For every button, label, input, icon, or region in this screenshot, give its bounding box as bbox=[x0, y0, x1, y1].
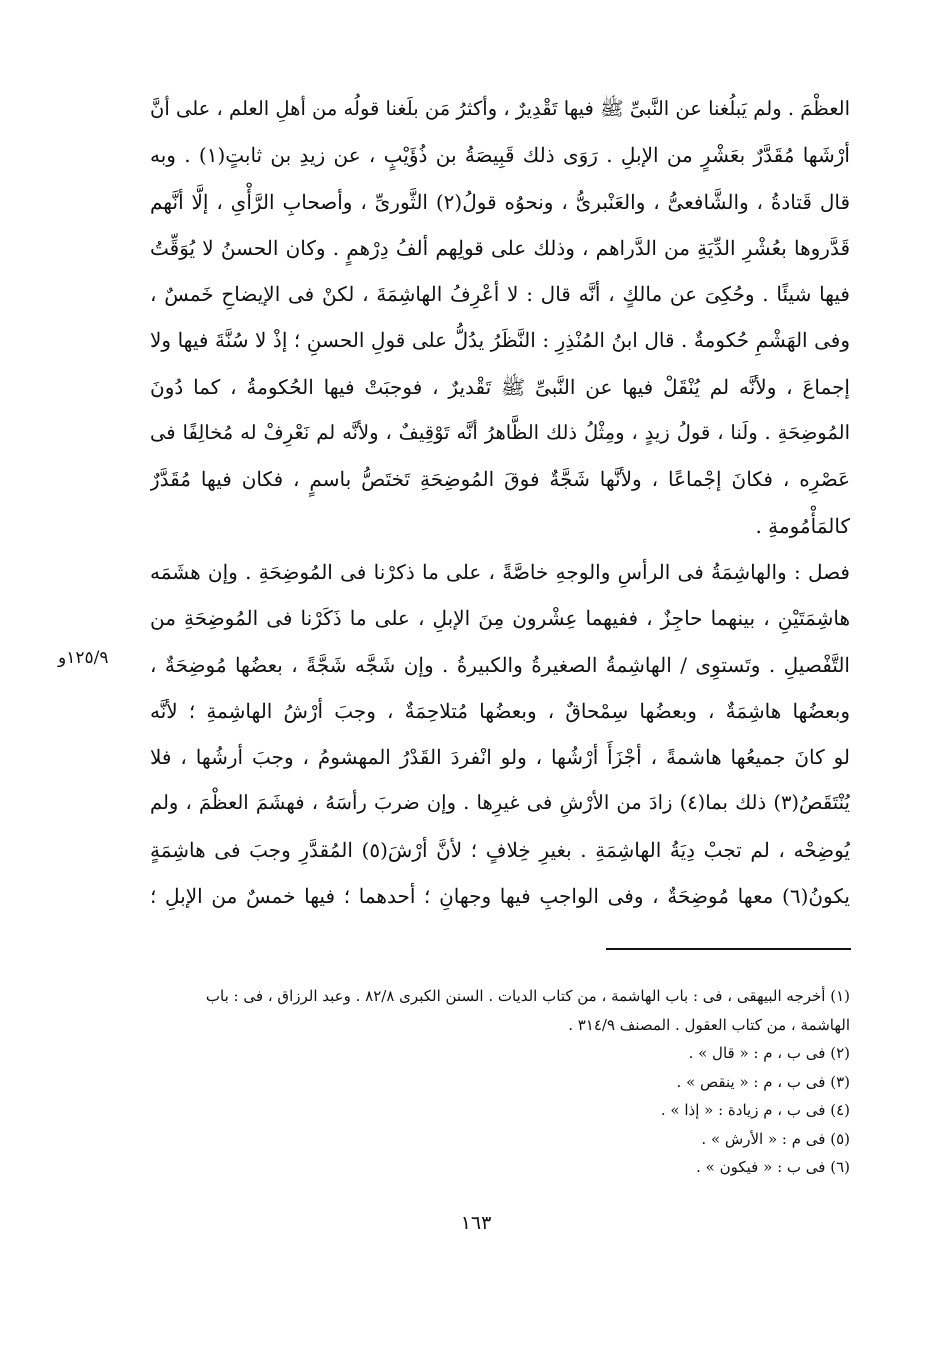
text-line: عَصْرِه ، فكانَ إجْماعًا ، ولأنَّها شَجَّةٌ فوقَ المُوضِحَةِ تَختَصُّ باسمٍ ، فكان فيها مُقَدَّرٌ bbox=[150, 467, 850, 492]
footnote: (٦) فى ب : « فيكون » . bbox=[696, 1158, 850, 1176]
text-line: التَّفْصيلِ . وتَستوِى / الهاشِمةُ الصغيرةُ والكبيرةُ . وإن شَجَّه شَجَّةً ، بعضُها مُوضِحَةٌ ، bbox=[150, 652, 850, 677]
text-line: يكونُ(٦) معها مُوضِحَةٌ ، وفى الواجبِ فيها وجهانِ ؛ أحدهما ؛ فيها خمسٌ من الإبلِ ؛ bbox=[150, 884, 850, 909]
text-line: قَدَّروها بعُشْرِ الدِّيَةِ من الدَّراهم ، وذلك على قولِهم ألفُ دِرْهمٍ . وكان الحسنُ لا يُوَقِّتُ bbox=[150, 235, 850, 260]
text-line: فيها شيئًا . وحُكِىَ عن مالكٍ ، أنَّه قال : لا أعْرِفُ الهاشِمَةَ ، لكنْ فى الإيضاحِ خَمسٌ ، bbox=[150, 282, 850, 307]
footnote: (٤) فى ب ، م زيادة : « إذا » . bbox=[660, 1101, 850, 1119]
main-text-block bbox=[150, 86, 850, 919]
text-line: وفى الهَشْمِ حُكومةٌ . قال ابنُ المُنْذِرِ : النَّظَرُ يدُلُّ على قولِ الحسنِ ؛ إذْ لا سُنَّةَ فيها ولا bbox=[150, 328, 850, 353]
footnote: (٣) فى ب ، م : « ينقص » . bbox=[676, 1072, 850, 1091]
page-number: ١٦٣ bbox=[460, 1212, 492, 1234]
footnote: (١) أخرجه البيهقى ، فى : باب الهاشمة ، من كتاب الديات . السنن الكبرى ٨٢/٨ . وعبد الرزاق ، فى : باب bbox=[205, 987, 850, 1005]
manuscript-folio-note: ١٢٥/٩و bbox=[58, 648, 109, 668]
text-line: المُوضِحَةِ . ولَنا ، قولُ زيدٍ ، ومِثْلُ ذلك الظَّاهرُ أنَّه تَوْقِيفٌ ، ولأنَّه لم نَعْرِفْ له مُخالِفًا فى bbox=[150, 421, 850, 445]
text-line: إجماعَ ، ولأنَّه لم يُنْقَلْ فيها عن النَّبىِّ ﷺ تَقْديرٌ ، فوجبَتْ فيها الحُكومةُ ، كما دُونَ bbox=[150, 374, 850, 399]
footnote: (٢) فى ب ، م : « قال » . bbox=[688, 1044, 850, 1062]
text-line: يُنْتَقَصُ(٣) ذلك بما(٤) زادَ من الأرْشِ فى غيرِها . وإن ضربَ رأسَهُ ، فهشَمَ العظْمَ ، ولم bbox=[150, 791, 850, 815]
text-line: وبعضُها هاشِمَةٌ ، وبعضُها سِمْحاقٌ ، وبعضُها مُتلاحِمَةٌ ، وجبَ أرْشُ الهاشِمةِ ؛ لأنَّه bbox=[150, 698, 850, 723]
text-line: يُوضِحْه ، لم تجبْ دِيَةُ الهاشِمَةِ . بغيرِ خِلافٍ ؛ لأنَّ أرْشَ(٥) المُقدَّرِ وجبَ فى هاشِمَةٍ bbox=[150, 837, 850, 862]
text-line: كالمَأْمُومةِ . bbox=[755, 513, 850, 538]
text-line: العظْمَ . ولم يَبلُغنا عن النَّبىِّ ﷺ فيها تَقْدِيرٌ ، وأكثرُ مَن بلَغنا قولُه من أهلِ العلم ، على أنَّ bbox=[150, 97, 850, 120]
section-heading-line: فصل : والهاشِمَةُ فى الرأسِ والوجهِ خاصَّةً ، على ما ذكرْنا فى المُوضِحَةِ . وإن هشَمَه bbox=[150, 559, 850, 584]
footnotes-block bbox=[150, 982, 850, 1182]
text-line: قال قَتادةُ ، والشَّافعىُّ ، والعَنْبرىُّ ، ونحوُه قولُ(٢) الثَّورىِّ ، وأصحابِ الرَّأْىِ ، إلَّا أنَّهم bbox=[150, 189, 850, 214]
text-line: لو كانَ جميعُها هاشمةً ، أجْزَأَ أرْشُها ، ولو انْفردَ القَدْرُ المهشومُ ، وجبَ أرشُها ، فلا bbox=[150, 745, 850, 770]
footnote: الهاشمة ، من كتاب العقول . المصنف ٣١٤/٩ . bbox=[568, 1015, 850, 1034]
footnote-separator bbox=[606, 948, 851, 950]
footnote: (٥) فى م : « الأرش » . bbox=[701, 1129, 850, 1148]
text-line: أرْشَها مُقَدَّرٌ بعَشْرٍ من الإبلِ . رَوَى ذلك قَبِيصَةُ بن ذُؤَيْبٍ ، عن زيدِ بن ثابتٍ(١) . وبه bbox=[150, 143, 850, 168]
text-line: هاشِمَتَيْنِ ، بينهما حاجِزٌ ، ففيهما عِشْرون مِنَ الإبلِ ، على ما ذَكَرْنا فى المُوضِحَةِ من bbox=[150, 606, 850, 631]
